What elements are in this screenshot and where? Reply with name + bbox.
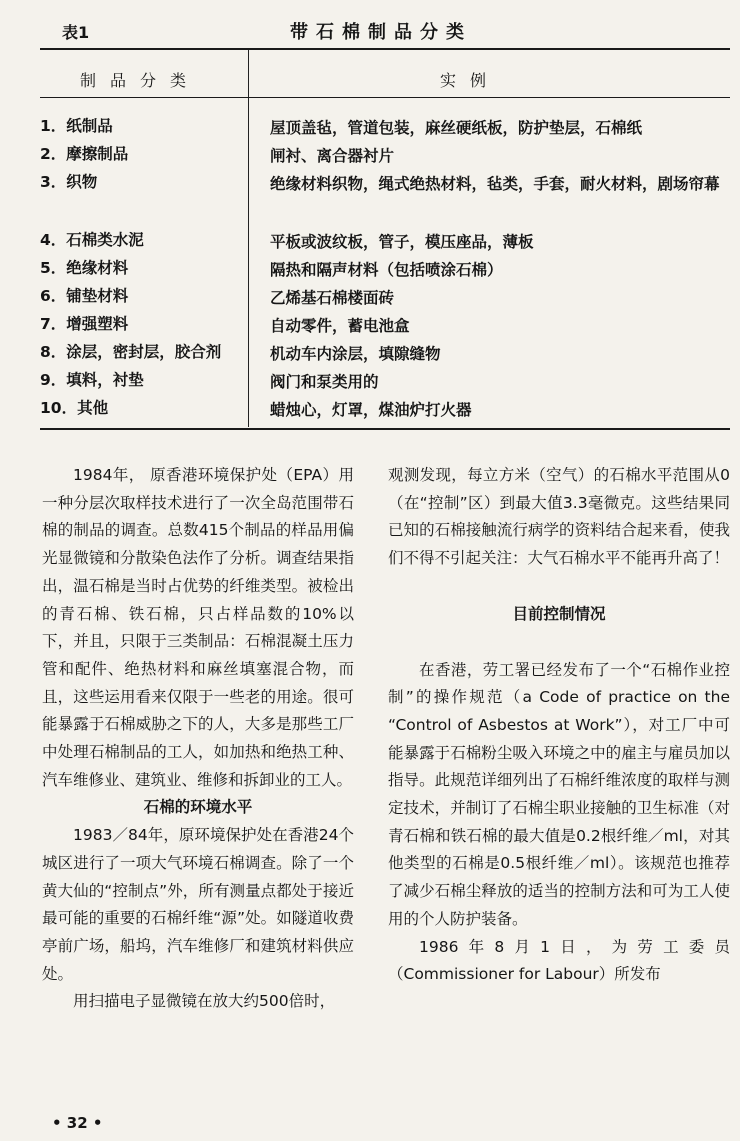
paragraph: 观测发现，每立方米（空气）的石棉水平范围从0（在“控制”区）到最大值3.3毫微克。这些结果同已知的石棉接触流行病学的资料结合起来看，使我们不得不引起关注：大气石棉水平不能再升高了！ <box>388 466 730 568</box>
table-row-category: 3．织物 <box>40 173 98 191</box>
table-row-category: 6．铺垫材料 <box>40 287 129 305</box>
table-row-examples: 机动车内涂层，填隙缝物 <box>270 345 441 363</box>
table-row-category: 7．增强塑料 <box>40 315 129 333</box>
table-row-category: 5．绝缘材料 <box>40 259 129 277</box>
table-row-category: 1．纸制品 <box>40 117 113 135</box>
table-row-examples: 隔热和隔声材料（包括喷涂石棉） <box>270 261 503 279</box>
table-top-rule <box>40 48 730 50</box>
right-column <box>388 462 730 989</box>
table-bottom-rule <box>40 428 730 430</box>
table-row-category: 2．摩擦制品 <box>40 145 129 163</box>
left-column <box>42 462 354 1016</box>
paragraph: 1983／84年，原环境保护处在香港24个城区进行了一项大气环境石棉调查。除了一个黄大仙的“控制点”外，所有测量点都处于接近最可能的重要的石棉纤维“源”处。如隧道收费亭前广场，船坞，汽车维修厂和建筑材料供应处。 <box>42 826 354 983</box>
table-row-examples: 阀门和泵类用的 <box>270 373 379 391</box>
paragraph: 在香港，劳工署已经发布了一个“石棉作业控制”的操作规范（a Code of practice on the “Control of Asbestos at Work”），对工厂中可能暴露于石棉粉尘吸入环境之中的雇主与雇员加以指导。此规范详细列出了石棉纤维浓度的取样与测定技术，并制订了石棉尘职业接触的卫生标准（对青石棉和铁石棉的最大值是0.2根纤维／ml，对其他类型的石棉是0.5根纤维／ml）。该规范也推荐了减少石棉尘释放的适当的控制方法和可为工人使用的个人防护装备。 <box>388 660 730 928</box>
paragraph: 1984年， 原香港环境保护处（EPA）用一种分层次取样技术进行了一次全岛范围带石棉的制品的调查。总数415个制品的样品用偏光显微镜和分散染色法作了分析。调查结果指出，温石棉是当时占优势的纤维类型。被检出的青石棉、铁石棉，只占样品数的10%以下，并且，只限于三类制品：石棉混凝土压力管和配件、绝热材料和麻丝填塞混合物，而且，这些运用看来仅限于一些老的用途。很可能暴露于石棉威胁之下的人，大多是那些工厂中处理石棉制品的工人，如加热和绝热工种、汽车维修业、建筑业、维修和拆卸业的工人。 <box>42 466 354 789</box>
table-row-category: 8．涂层，密封层，胶合剂 <box>40 343 222 361</box>
table-row-examples: 闸衬、离合器衬片 <box>270 147 395 165</box>
table-header-rule <box>40 97 730 98</box>
paragraph: 用扫描电子显微镜在放大约500倍时， <box>73 992 336 1011</box>
page-number: • 32 • <box>52 1114 103 1132</box>
table-row-category: 9．填料，衬垫 <box>40 371 144 389</box>
paragraph: 1986年8月1日，为劳工委员（Commissioner for Labour）所发布 <box>388 937 730 984</box>
table-row-examples: 绝缘材料织物，绳式绝热材料，毡类，手套，耐火材料，剧场帘幕 <box>270 175 720 193</box>
table-column-divider <box>248 50 249 427</box>
section-heading: 目前控制情况 <box>512 604 606 623</box>
table-label: 表1 <box>62 23 90 42</box>
column-header-examples: 实例 <box>440 71 501 90</box>
table-row-examples: 乙烯基石棉楼面砖 <box>270 289 395 307</box>
table-row-examples: 自动零件，蓄电池盒 <box>270 317 410 335</box>
table-row-examples: 蜡烛心，灯罩，煤油炉打火器 <box>270 401 472 419</box>
section-heading: 石棉的环境水平 <box>143 798 253 817</box>
table-title: 带石棉制品分类 <box>290 22 472 43</box>
table-row-category: 10．其他 <box>40 399 109 417</box>
table-row-examples: 平板或波纹板，管子，模压座品，薄板 <box>270 233 534 251</box>
table-row-examples: 屋顶盖毡，管道包装，麻丝硬纸板，防护垫层，石棉纸 <box>270 119 643 137</box>
column-header-category: 制品分类 <box>80 71 201 90</box>
table-row-category: 4．石棉类水泥 <box>40 231 144 249</box>
